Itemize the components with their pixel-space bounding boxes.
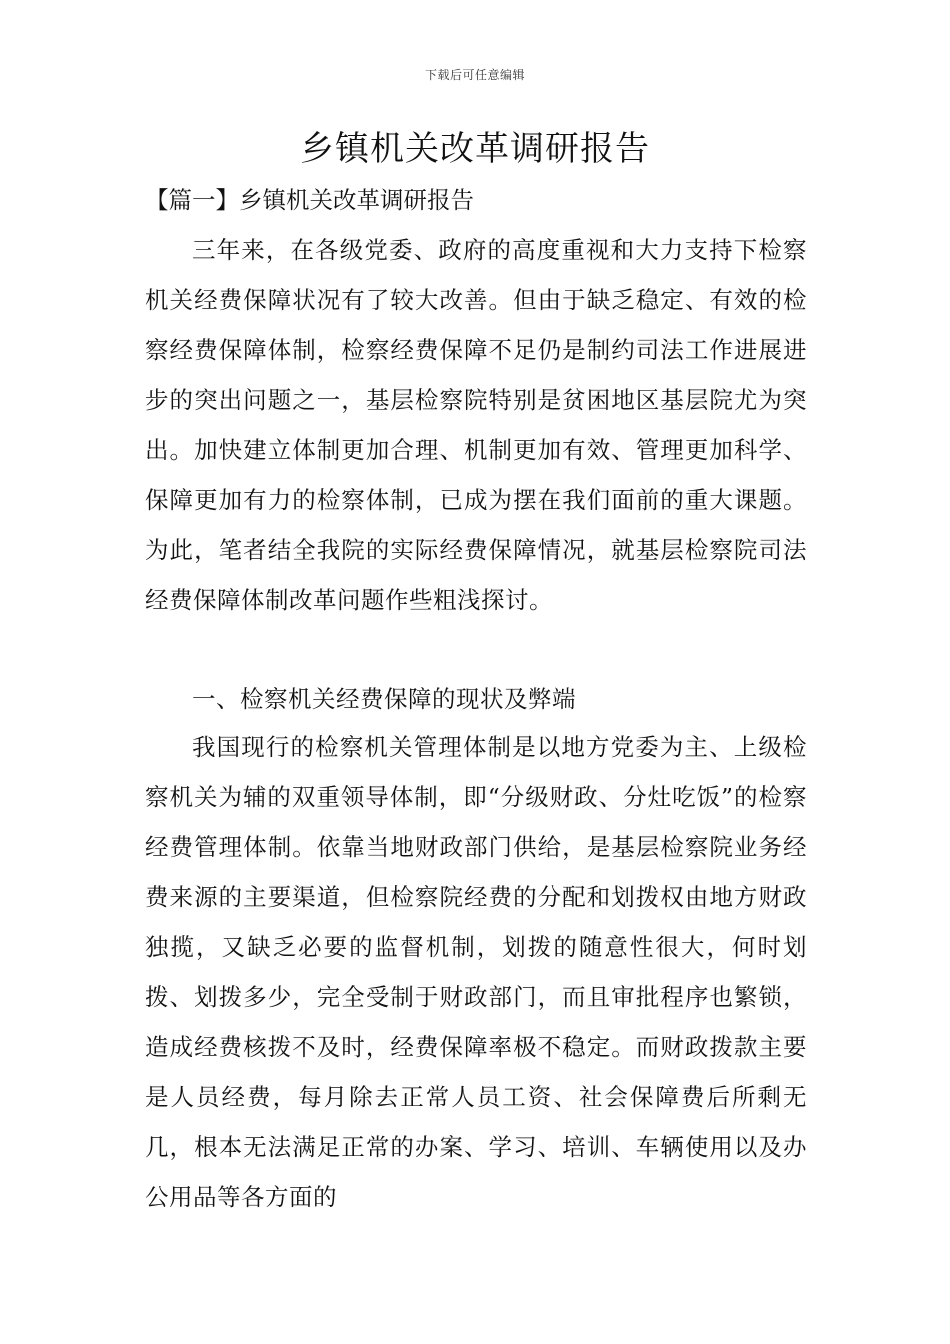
subsection-heading: 一、检察机关经费保障的现状及弊端 (192, 685, 576, 713)
body-paragraph: 我国现行的检察机关管理体制是以地方党委为主、上级检察机关为辅的双重领导体制，即“分级财政、分灶吃饭”的检察经费管理体制。依靠当地财政部门供给，是基层检察院业务经费来源的主要渠道，但检察院经费的分配和划拨权由地方财政独揽，又缺乏必要的监督机制，划拨的随意性很大，何时划拨、划拨多少，完全受制于财政部门，而且审批程序也繁锁，造成经费核拨不及时，经费保障率极不稳定。而财政拨款主要是人员经费，每月除去正常人员工资、社会保障费后所剩无几，根本无法满足正常的办案、学习、培训、车辆使用以及办公用品等各方面的 (145, 733, 807, 1211)
section-heading: 【篇一】乡镇机关改革调研报告 (145, 186, 474, 214)
header-note: 下载后可任意编辑 (424, 68, 525, 82)
document-title: 乡镇机关改革调研报告 (300, 129, 650, 169)
body-paragraph: 三年来，在各级党委、政府的高度重视和大力支持下检察机关经费保障状况有了较大改善。但由于缺乏稳定、有效的检察经费保障体制，检察经费保障不足仍是制约司法工作进展进步的突出问题之一，基层检察院特别是贫困地区基层院尤为突出。加快建立体制更加合理、机制更加有效、管理更加科学、保障更加有力的检察体制，已成为摆在我们面前的重大课题。为此，笔者结全我院的实际经费保障情况，就基层检察院司法经费保障体制改革问题作些粗浅探讨。 (145, 236, 807, 614)
